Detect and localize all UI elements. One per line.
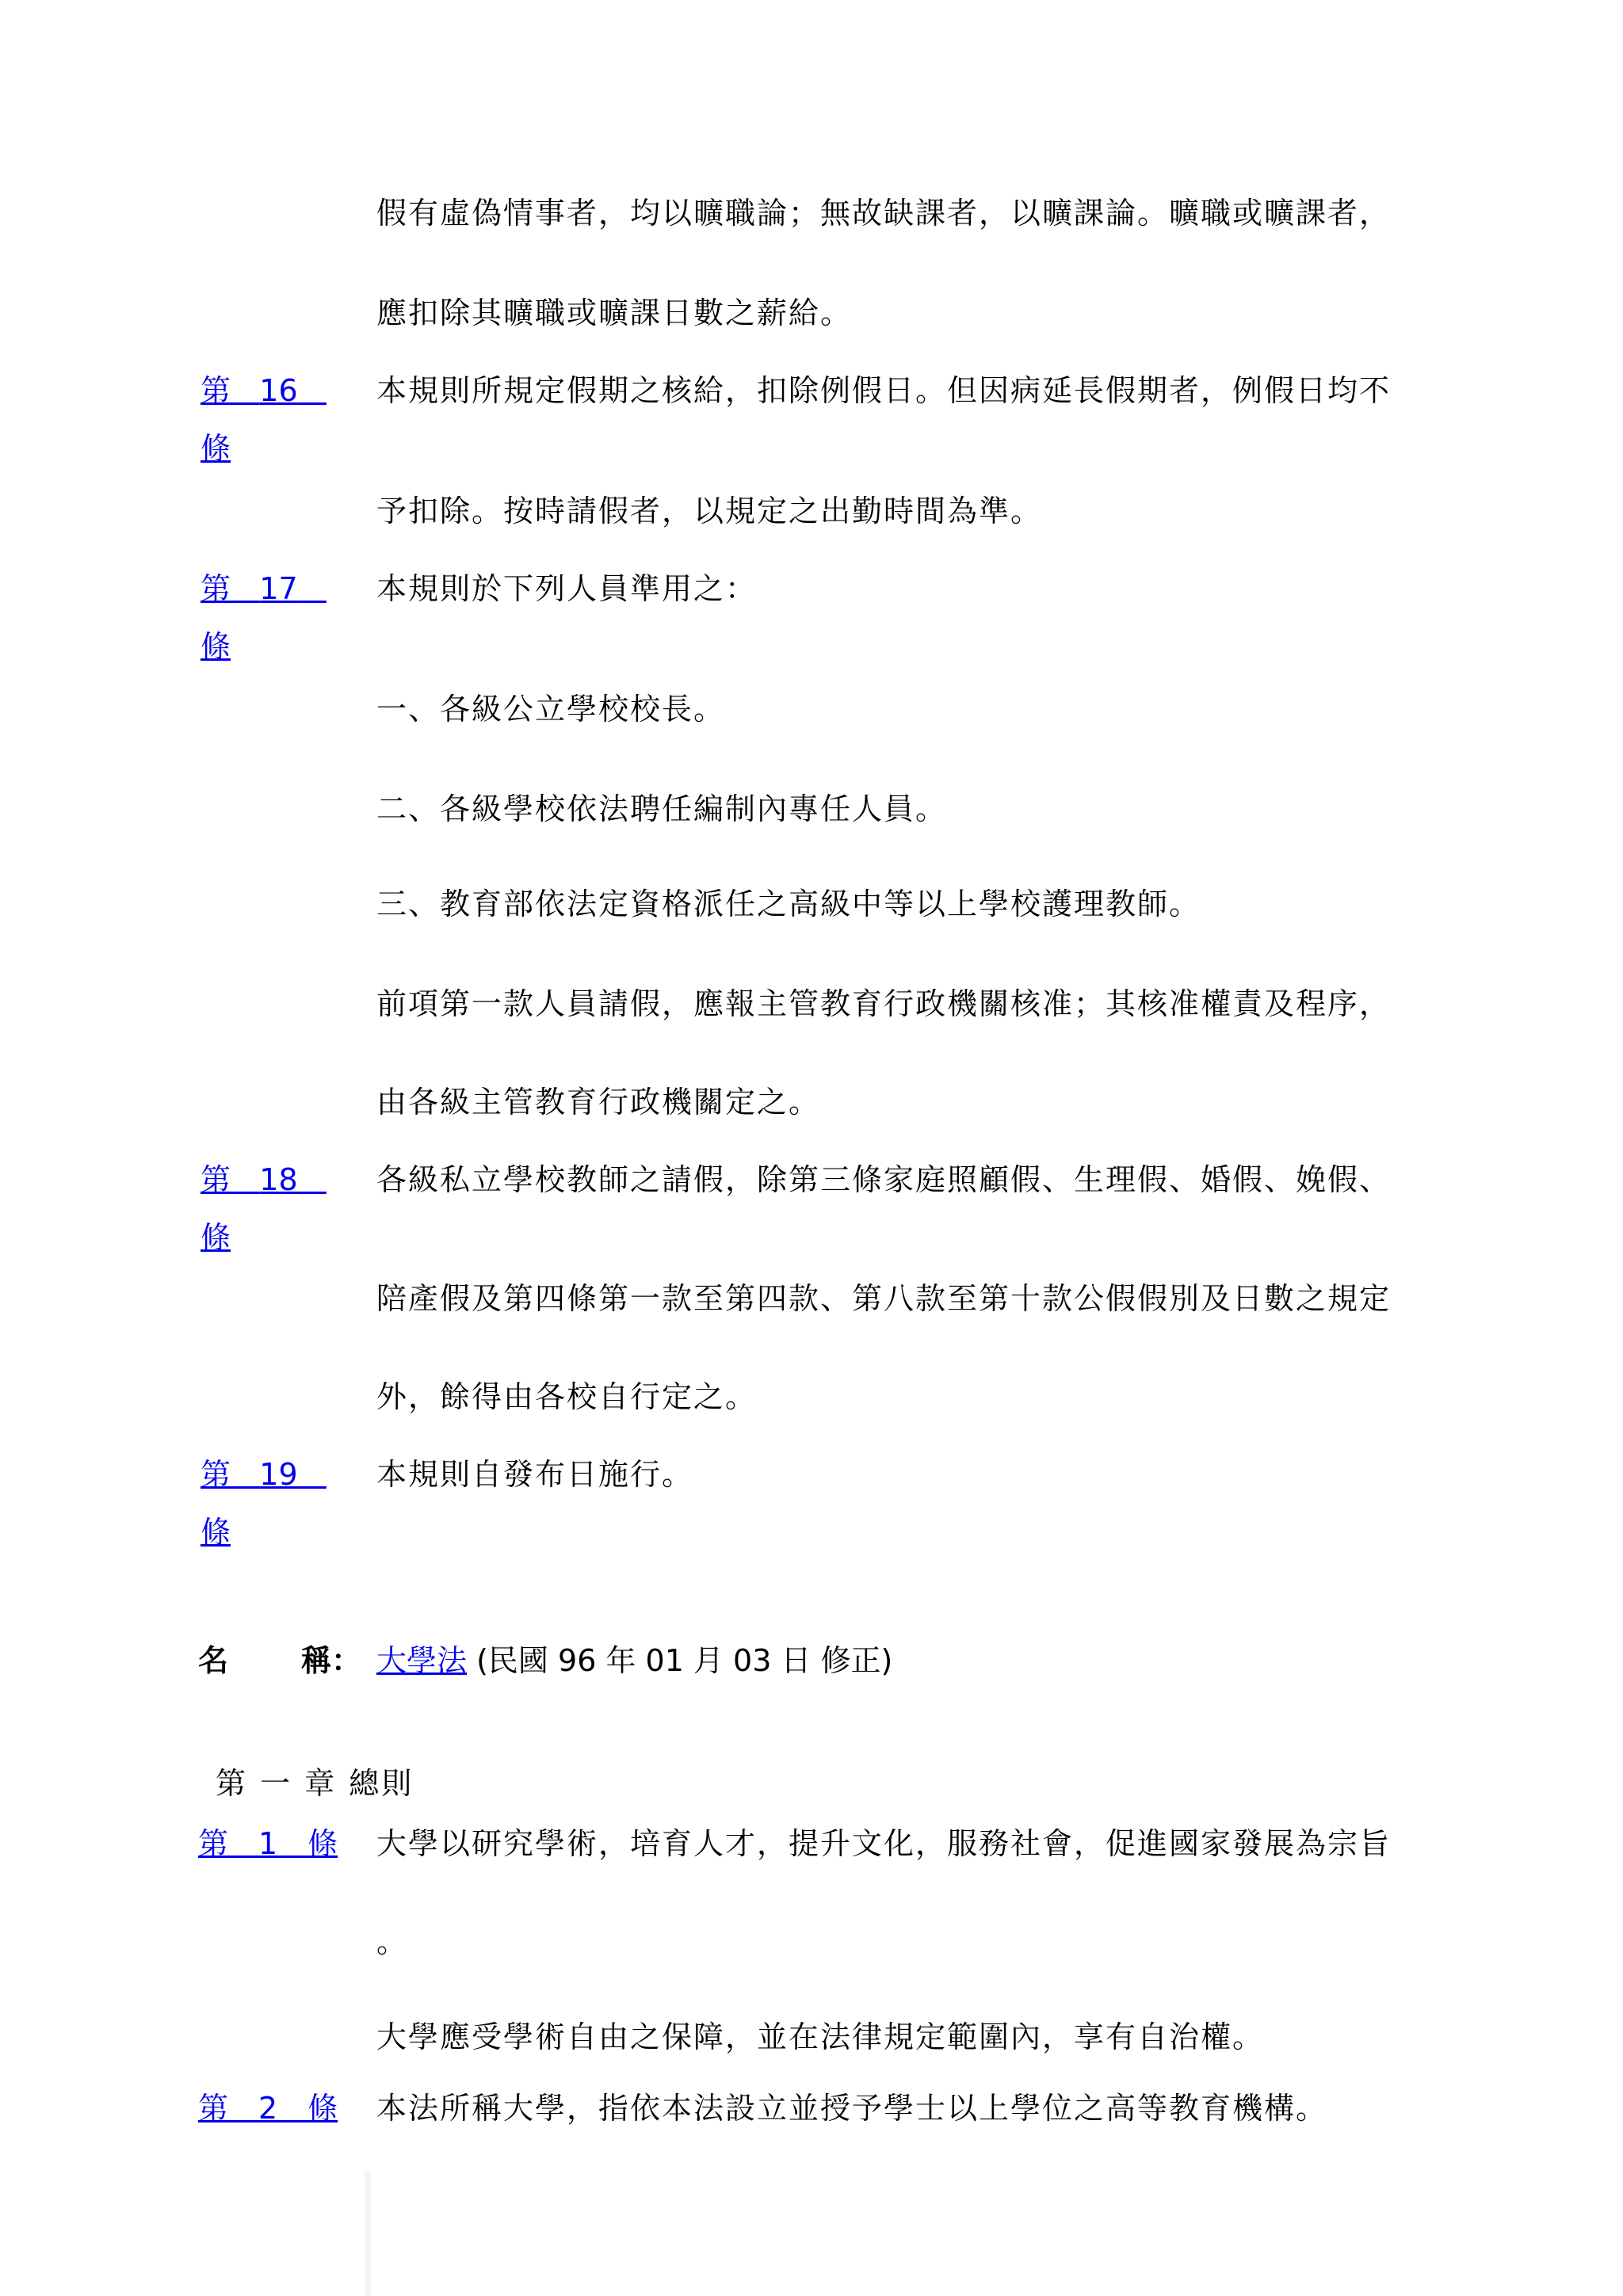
article-prefix: 第 — [200, 1457, 231, 1492]
article-18-link[interactable] — [200, 1155, 327, 1199]
law-name-label-suffix: 稱： — [301, 1643, 362, 1678]
article-1-text: 大學以研究學術，培育人才，提升文化，服務社會，促進國家發展為宗旨 — [376, 1826, 1392, 1861]
table-gutter — [365, 2171, 371, 2296]
article-19-text: 本規則自發布日施行。 — [376, 1457, 694, 1492]
article-17-text: 本規則於下列人員準用之： — [376, 571, 758, 606]
article-17-text: 二、各級學校依法聘任編制內專任人員。 — [376, 791, 948, 826]
chapter-heading: 第 一 章 總則 — [216, 1766, 414, 1801]
article-text-line: 應扣除其曠職或曠課日數之薪給。 — [376, 296, 853, 330]
article-17-text: 由各級主管教育行政機關定之。 — [376, 1085, 821, 1119]
article-17-text: 一、各級公立學校校長。 — [376, 692, 726, 727]
article-18-text: 陪產假及第四條第一款至第四款、第八款至第十款公假假別及日數之規定 — [376, 1281, 1392, 1316]
article-1-link[interactable]: 第 1 條 — [198, 1826, 338, 1861]
article-number: 19 — [259, 1457, 298, 1492]
article-17-text: 前項第一款人員請假，應報主管教育行政機關核准；其核准權責及程序， — [376, 986, 1392, 1021]
article-1-text: 大學應受學術自由之保障，並在法律規定範圍內，享有自治權。 — [376, 2019, 1265, 2054]
article-18-link-suffix[interactable]: 條 — [200, 1220, 231, 1255]
article-19-link[interactable] — [200, 1450, 327, 1493]
article-17-link-suffix[interactable]: 條 — [200, 629, 231, 664]
article-17-text: 三、教育部依法定資格派任之高級中等以上學校護理教師。 — [376, 887, 1201, 921]
article-16-text: 予扣除。按時請假者，以規定之出勤時間為準。 — [376, 494, 1043, 528]
law-name-link[interactable]: 大學法 — [376, 1643, 468, 1678]
law-name-value — [376, 1636, 892, 1680]
article-16-link[interactable] — [200, 366, 327, 410]
amend-note: (民國 96 年 01 月 03 日 修正) — [476, 1643, 893, 1678]
article-2-link[interactable]: 第 2 條 — [198, 2091, 338, 2126]
article-18-text: 各級私立學校教師之請假，除第三條家庭照顧假、生理假、婚假、娩假、 — [376, 1162, 1392, 1197]
article-text-line: 假有虛偽情事者，均以曠職論；無故缺課者，以曠課論。曠職或曠課者， — [376, 196, 1392, 231]
article-19-link-suffix[interactable]: 條 — [200, 1515, 231, 1550]
article-prefix: 第 — [200, 571, 231, 606]
article-18-text: 外，餘得由各校自行定之。 — [376, 1379, 758, 1414]
article-number: 18 — [259, 1162, 298, 1197]
article-17-link[interactable] — [200, 564, 327, 608]
law-name-label: 名 — [198, 1643, 229, 1678]
article-prefix: 第 — [200, 373, 231, 408]
article-prefix: 第 — [200, 1162, 231, 1197]
article-16-text: 本規則所規定假期之核給，扣除例假日。但因病延長假期者，例假日均不 — [376, 373, 1392, 408]
article-number: 17 — [259, 571, 298, 606]
article-number: 16 — [259, 373, 298, 408]
article-16-link-suffix[interactable]: 條 — [200, 431, 231, 466]
article-2-text: 本法所稱大學，指依本法設立並授予學士以上學位之高等教育機構。 — [376, 2091, 1328, 2126]
article-1-text: 。 — [376, 1924, 409, 1959]
